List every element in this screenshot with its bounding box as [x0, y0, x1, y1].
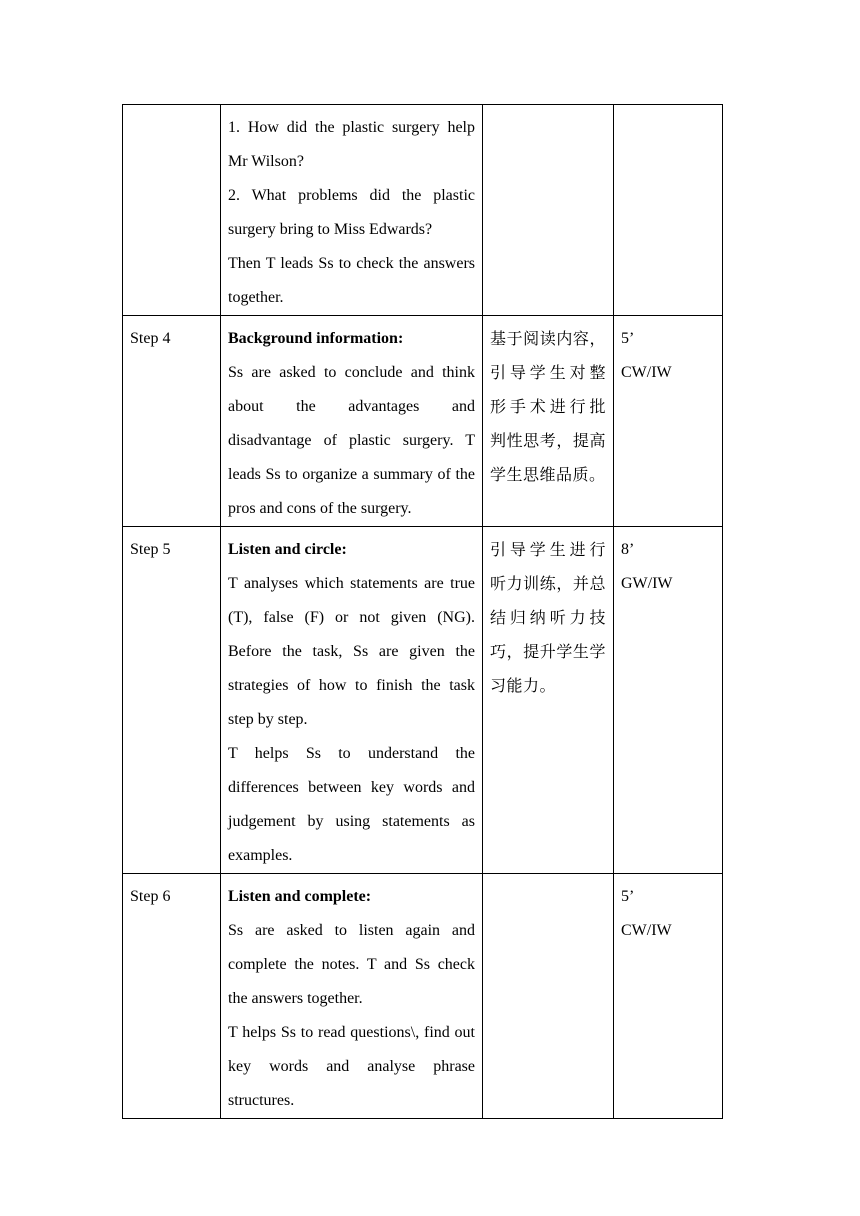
purpose-line: 形手术进行批 — [490, 397, 606, 416]
procedure-cell — [221, 105, 483, 316]
mode-value: GW/IW — [621, 575, 673, 592]
step-label: Step 5 — [130, 541, 171, 558]
purpose-cell — [483, 316, 614, 527]
procedure-cell — [221, 527, 483, 874]
table-row — [123, 316, 723, 527]
time-mode-cell — [614, 874, 723, 1119]
time-mode-cell — [614, 316, 723, 527]
time-mode-cell — [614, 105, 723, 316]
time-value: 5’ — [621, 330, 635, 347]
procedure-heading: Listen and complete: — [228, 888, 372, 905]
procedure-paragraph: 2. What problems did the plastic surgery bring to Miss Edwards? — [228, 187, 475, 238]
time-mode-cell — [614, 527, 723, 874]
procedure-paragraph: Ss are asked to listen again and complete the notes. T and Ss check the answers together. — [228, 922, 475, 1007]
procedure-paragraph: Ss are asked to conclude and think about the advantages and disadvantage of plastic surgery. T leads Ss to organize a summary of the pros and cons of the surgery. — [228, 364, 475, 517]
purpose-line: 结归纳听力技 — [490, 608, 606, 627]
purpose-line: 听力训练，并总 — [490, 574, 606, 593]
procedure-paragraph: Then T leads Ss to check the answers together. — [228, 255, 475, 306]
step-cell — [123, 527, 221, 874]
purpose-line: 巧，提升学生学 — [490, 642, 606, 661]
step-cell — [123, 316, 221, 527]
purpose-line: 基于阅读内容， — [490, 329, 606, 348]
purpose-line: 引导学生进行 — [490, 540, 606, 559]
procedure-heading: Background information: — [228, 330, 404, 347]
lesson-plan-table — [122, 104, 723, 1119]
procedure-paragraph: 1. How did the plastic surgery help Mr Wilson? — [228, 119, 475, 170]
procedure-paragraph: T helps Ss to understand the differences between key words and judgement by using statements as examples. — [228, 745, 475, 864]
purpose-cell — [483, 527, 614, 874]
step-label: Step 6 — [130, 888, 171, 905]
table-row — [123, 105, 723, 316]
time-value: 8’ — [621, 541, 635, 558]
table-row — [123, 874, 723, 1119]
purpose-line: 判性思考，提高 — [490, 431, 606, 450]
time-value: 5’ — [621, 888, 635, 905]
purpose-line: 学生思维品质。 — [490, 465, 606, 484]
mode-value: CW/IW — [621, 922, 672, 939]
purpose-cell — [483, 874, 614, 1119]
purpose-cell — [483, 105, 614, 316]
procedure-cell — [221, 316, 483, 527]
purpose-line: 引导学生对整 — [490, 363, 606, 382]
procedure-cell — [221, 874, 483, 1119]
procedure-heading: Listen and circle: — [228, 541, 347, 558]
step-cell — [123, 105, 221, 316]
table-row — [123, 527, 723, 874]
procedure-paragraph: T helps Ss to read questions\, find out key words and analyse phrase structures. — [228, 1024, 475, 1109]
step-label: Step 4 — [130, 330, 171, 347]
mode-value: CW/IW — [621, 364, 672, 381]
step-cell — [123, 874, 221, 1119]
procedure-paragraph: T analyses which statements are true (T), false (F) or not given (NG). Before the task, Ss are given the strategies of how to finish the task step by step. — [228, 575, 475, 728]
purpose-line: 习能力。 — [490, 676, 557, 695]
